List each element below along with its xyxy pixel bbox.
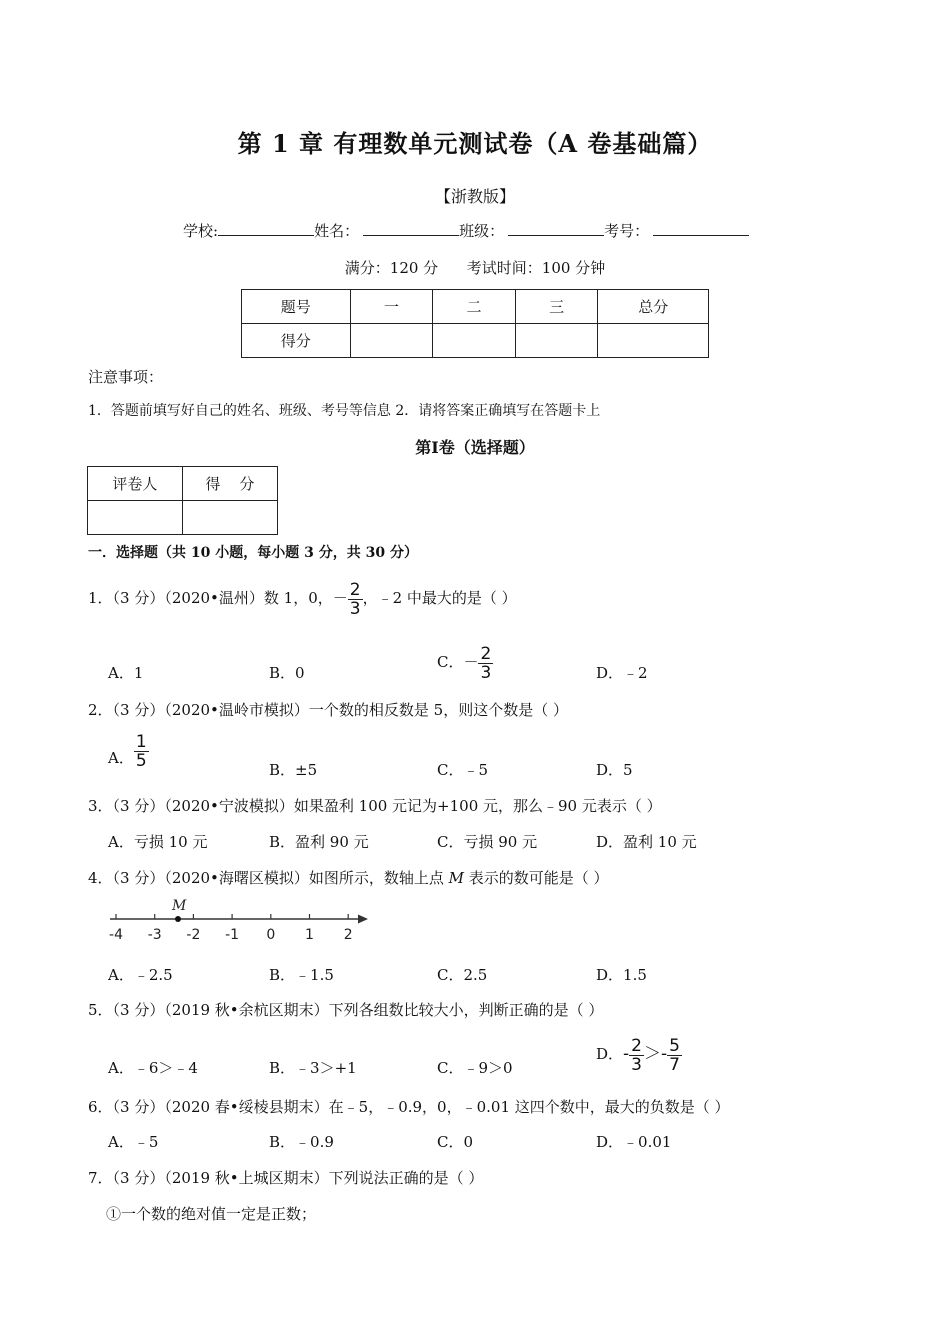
denominator: 3 (631, 1054, 642, 1075)
name-blank[interactable] (363, 221, 459, 236)
score-input-cell[interactable] (515, 324, 598, 358)
option-a[interactable]: A．亏损 10 元 (108, 833, 208, 851)
option-c[interactable]: C．0 (437, 1133, 474, 1151)
option-c[interactable] (437, 638, 493, 686)
option-d[interactable]: D．﹣0.01 (596, 1133, 672, 1151)
score-table-cell: 总分 (598, 290, 709, 324)
score-table-cell: 二 (433, 290, 516, 324)
option-label: D． (596, 1045, 624, 1063)
question-1-stem (88, 574, 517, 622)
greater-than-sign: ＞ (644, 1044, 661, 1064)
number-line-tick-label: -1 (225, 927, 240, 943)
fraction (134, 733, 149, 770)
fraction (667, 1037, 682, 1074)
denominator: 5 (135, 751, 147, 771)
grader-table-cell: 得 分 (182, 467, 277, 501)
fraction (478, 645, 493, 682)
score-time-line: 满分：120 分 考试时间：100 分钟 (344, 259, 606, 277)
fraction (348, 581, 363, 618)
option-d[interactable]: D．盈利 10 元 (596, 833, 697, 851)
option-label: A． (108, 749, 134, 767)
option-d[interactable]: D．1.5 (596, 966, 647, 984)
question-6-stem: 6．（3 分）（2020 春•绥棱县期末）在﹣5，﹣0.9，0，﹣0.01 这四个数中，最大的负数是（ ） (88, 1098, 730, 1116)
score-input-cell[interactable] (433, 324, 516, 358)
score-table-cell: 一 (350, 290, 433, 324)
part1-title: 第Ⅰ卷（选择题） (415, 438, 535, 457)
score-table-cell: 题号 (242, 290, 351, 324)
class-label: 班级： (459, 222, 505, 240)
number-line-figure (104, 894, 374, 946)
denominator: 3 (480, 662, 492, 683)
numerator: 5 (669, 1035, 680, 1056)
page-title: 第 1 章 有理数单元测试卷（A 卷基础篇） (237, 129, 713, 158)
score-input-cell[interactable] (598, 324, 709, 358)
question-7-statement-1: ①一个数的绝对值一定是正数； (106, 1205, 317, 1223)
number-line-tick-label: 2 (343, 927, 353, 943)
option-c[interactable]: C．﹣5 (437, 761, 489, 779)
question-7-stem: 7．（3 分）（2019 秋•上城区期末）下列说法正确的是（ ） (88, 1169, 484, 1187)
arrow-icon (358, 915, 368, 924)
option-a[interactable]: A．﹣2.5 (108, 966, 173, 984)
school-label: 学校: (183, 222, 219, 240)
student-info-line (183, 220, 749, 241)
numerator: 1 (135, 732, 147, 752)
numerator: 2 (480, 643, 492, 664)
section-title: 一．选择题（共 10 小题，每小题 3 分，共 30 分） (88, 545, 418, 561)
denominator: 3 (349, 598, 361, 619)
question-5-stem: 5．（3 分）（2019 秋•余杭区期末）下列各组数比较大小，判断正确的是（ ） (88, 1001, 604, 1019)
number-line-tick-label: -3 (147, 927, 162, 943)
numerator: 2 (631, 1035, 642, 1056)
option-b[interactable]: B．±5 (269, 761, 318, 779)
option-b[interactable]: B．﹣0.9 (269, 1133, 334, 1151)
option-b[interactable]: B．﹣3＞+1 (269, 1059, 357, 1077)
option-c[interactable]: C．2.5 (437, 966, 488, 984)
number-line-tick-label: 0 (266, 927, 276, 943)
question-text: 4．（3 分）（2020•海曙区模拟）如图所示，数轴上点 (88, 869, 449, 887)
minus-sign: - (623, 1044, 630, 1064)
number-blank[interactable] (653, 221, 749, 236)
option-d[interactable] (596, 1030, 682, 1078)
minus-sign: - (661, 1044, 668, 1064)
option-b[interactable]: B．﹣1.5 (269, 966, 334, 984)
grader-input-cell[interactable] (88, 501, 183, 535)
option-d[interactable]: D．5 (596, 761, 633, 779)
denominator: 7 (669, 1054, 680, 1075)
grader-table (87, 466, 278, 535)
score-table-cell: 得分 (242, 324, 351, 358)
fraction (629, 1037, 644, 1074)
option-a[interactable]: A．﹣6＞﹣4 (108, 1059, 198, 1077)
option-b[interactable]: B．盈利 90 元 (269, 833, 369, 851)
question-2-stem: 2．（3 分）（2020•温岭市模拟）一个数的相反数是 5，则这个数是（ ） (88, 701, 568, 719)
edition-label: 【浙教版】 (434, 187, 515, 206)
question-text: 1．（3 分）（2020•温州）数 1，0， (88, 589, 333, 607)
option-c[interactable]: C．亏损 90 元 (437, 833, 538, 851)
score-input-cell[interactable] (350, 324, 433, 358)
school-blank[interactable] (218, 221, 314, 236)
option-a[interactable]: A．﹣5 (108, 1133, 159, 1151)
class-blank[interactable] (508, 221, 604, 236)
grader-table-cell: 评卷人 (88, 467, 183, 501)
point-label: M (448, 869, 465, 887)
number-line-tick-label: -2 (186, 927, 201, 943)
number-line-tick-label: 1 (305, 927, 314, 943)
question-4-stem (88, 867, 609, 888)
score-table-cell: 三 (515, 290, 598, 324)
option-c[interactable]: C．﹣9＞0 (437, 1059, 513, 1077)
question-text: ，﹣2 中最大的是（ ） (362, 589, 517, 607)
numerator: 2 (349, 579, 361, 600)
minus-sign: － (332, 589, 348, 607)
option-a[interactable]: A．1 (108, 664, 144, 682)
point-m-label: M (172, 898, 187, 914)
notes-heading: 注意事项： (88, 368, 164, 386)
grader-input-cell[interactable] (182, 501, 277, 535)
option-label: C．－ (437, 653, 479, 671)
question-text: 表示的数可能是（ ） (464, 869, 609, 887)
number-label: 考号： (604, 222, 650, 240)
option-a[interactable] (108, 734, 149, 782)
notes-text: 1．答题前填写好自己的姓名、班级、考号等信息 2．请将答案正确填写在答题卡上 (88, 403, 601, 419)
number-line-tick-label: -4 (109, 927, 123, 943)
option-b[interactable]: B．0 (269, 664, 305, 682)
name-label: 姓名： (314, 222, 360, 240)
score-table (241, 289, 709, 358)
point-m (175, 916, 181, 922)
option-d[interactable]: D．﹣2 (596, 664, 648, 682)
question-3-stem: 3．（3 分）（2020•宁波模拟）如果盈利 100 元记为+100 元，那么﹣90 元表示（ ） (88, 797, 662, 815)
